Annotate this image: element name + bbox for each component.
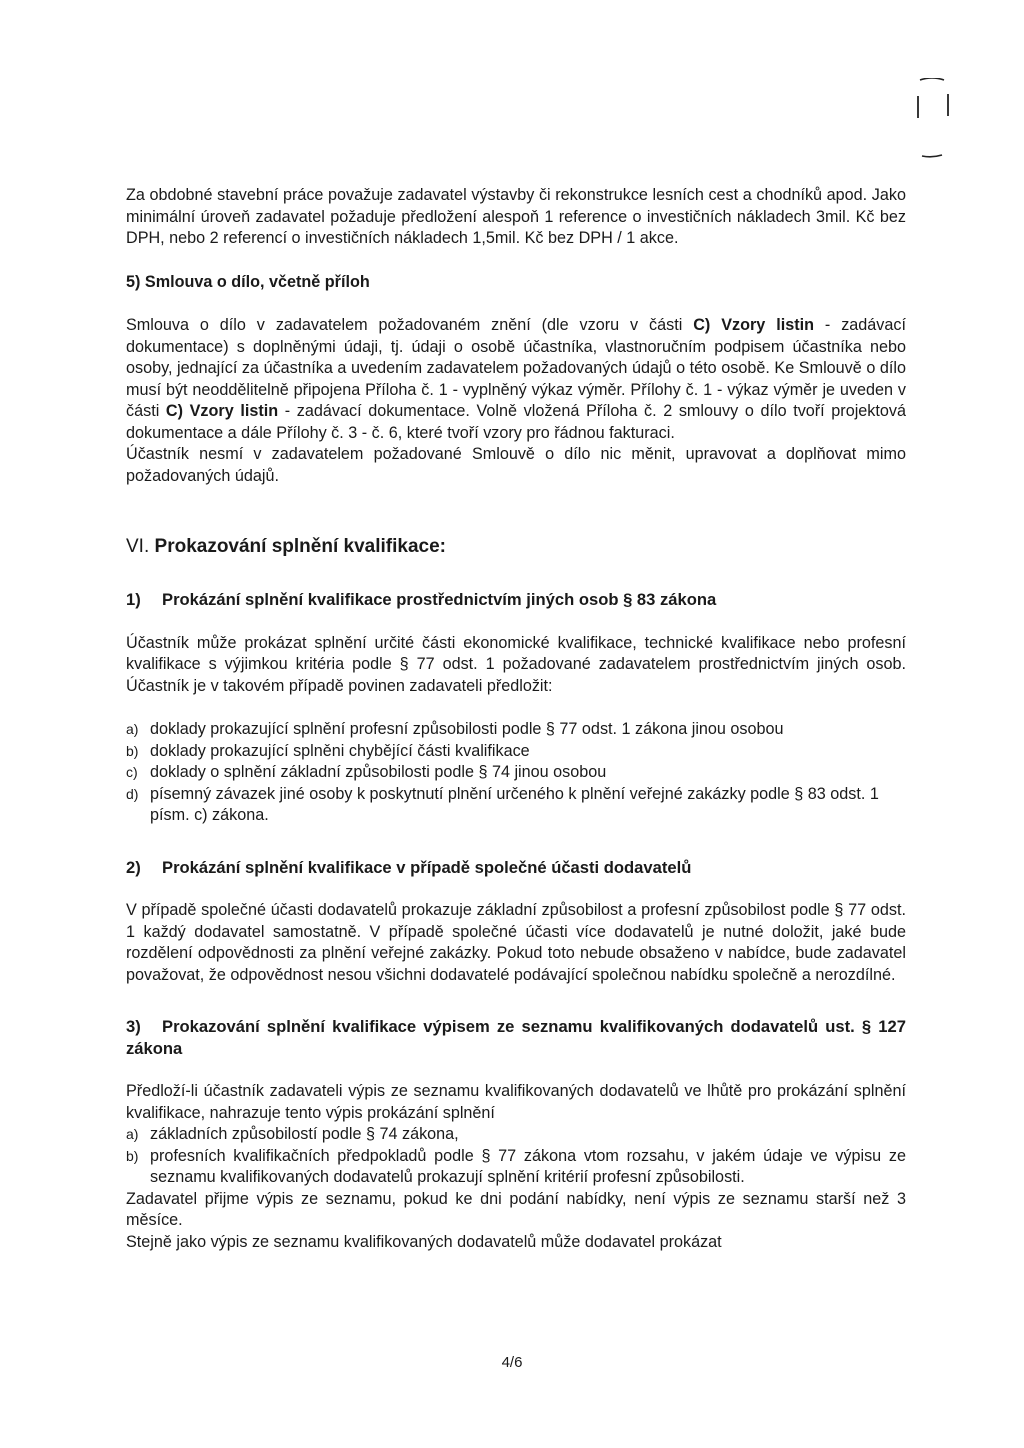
intro-paragraph: Za obdobné stavební práce považuje zadavatel výstavby či rekonstrukce lesních cest a chodníků apod. Jako minimální úroveň zadavatel požaduje předložení alespoň 1 reference o investičních nákladech 3mil. Kč bez DPH, nebo 2 referencí o investičních nákladech 1,5mil. Kč bez DPH / 1 akce. bbox=[126, 186, 906, 247]
subsection-3-heading: 3) Prokazování splnění kvalifikace výpisem ze seznamu kvalifikovaných dodavatelů ust. § 127 zákona bbox=[126, 1017, 906, 1058]
list-item: a) doklady prokazující splnění profesní způsobilosti podle § 77 odst. 1 zákona jinou osobou bbox=[126, 720, 784, 738]
list-item: d) písemný závazek jiné osoby k poskytnutí plnění určeného k plnění veřejné zakázky podle § 83 odst. 1 písm. c) zákona. bbox=[126, 784, 879, 824]
list-item: a) základních způsobilostí podle § 74 zákona, bbox=[126, 1125, 459, 1143]
subsection-1-heading: 1) Prokázání splnění kvalifikace prostřednictvím jiných osob § 83 zákona bbox=[126, 590, 717, 609]
subsection-3-paragraph-3: Stejně jako výpis ze seznamu kvalifikovaných dodavatelů může dodavatel prokázat bbox=[126, 1232, 722, 1251]
list-item: c) doklady o splnění základní způsobilosti podle § 74 jinou osobou bbox=[126, 763, 607, 781]
subsection-1-paragraph: Účastník může prokázat splnění určité části ekonomické kvalifikace, technické kvalifikace nebo profesní kvalifikace s výjimkou kritéria podle § 77 odst. 1 požadované zadavatelem prostřednictvím jiných osob. Účastník je v takovém případě povinen zadavateli předložit: bbox=[126, 633, 906, 695]
subsection-2-heading: 2) Prokázání splnění kvalifikace v případě společné účasti dodavatelů bbox=[126, 857, 692, 877]
subsection-3-paragraph-2: Zadavatel přijme výpis ze seznamu, pokud ke dni podání nabídky, není výpis ze seznamu starší než 3 měsíce. bbox=[126, 1189, 906, 1229]
section-5-heading: 5) Smlouva o dílo, včetně příloh bbox=[126, 272, 370, 291]
list-item: b) doklady prokazující splněni chybějící části kvalifikace bbox=[126, 741, 530, 760]
page-number: 4/6 bbox=[501, 1354, 523, 1371]
subsection-3-paragraph: Předloží-li účastník zadavateli výpis ze seznamu kvalifikovaných dodavatelů ve lhůtě pro prokázání splnění kvalifikace, nahrazuje tento výpis prokázání splnění bbox=[126, 1082, 906, 1122]
subsection-2-paragraph: V případě společné účasti dodavatelů prokazuje základní způsobilost a profesní způsobilost podle § 77 odst. 1 každý dodavatel samostatně. V případě společné účasti více dodavatelů je nutné doložit, jaké bude rozdělení odpovědnosti za plnění veřejné zakázky. Pokud toto nebude obsaženo v nabídce, bude zadavatel považovat, že odpovědnost nesou všichni dodavatelé podávající společnou nabídku společně a nerozdílné. bbox=[126, 901, 906, 984]
document-body bbox=[126, 185, 906, 1253]
list-item: b) profesních kvalifikačních předpokladů podle § 77 zákona vtom rozsahu, v jakém údaje ve výpisu ze seznamu kvalifikovaných dodavatelů prokazují splnění kritérií profesní způsobilosti. bbox=[126, 1146, 906, 1186]
section-vi-heading: VI. Prokazování splnění kvalifikace: bbox=[126, 536, 446, 557]
section-5-paragraph: Smlouva o dílo v zadavatelem požadovaném znění (dle vzoru v části C) Vzory listin - zadávací dokumentace) s doplněnými údaji, tj. údaji o osobě účastníka, vlastnoručním podpisem účastníka nebo osoby, jednající za účastníka a uvedením zadavatelem požadovaných údajů o této osobě. Ke Smlouvě o dílo musí být neoddělitelně připojena Příloha č. 1 - vyplněný výkaz výměr. Přílohy č. 1 - výkaz výměr je uveden v části C) Vzory listin - zadávací dokumentace. Volně vložená Příloha č. 2 smlouvy o dílo tvoří projektová dokumentace a dále Přílohy č. 3 - č. 6, které tvoří vzory pro řádnou fakturaci. bbox=[126, 316, 906, 442]
section-5-paragraph-2: Účastník nesmí v zadavatelem požadované Smlouvě o dílo nic měnit, upravovat a doplňovat mimo požadovaných údajů. bbox=[126, 445, 906, 485]
stamp-bracket-mark bbox=[912, 78, 952, 158]
